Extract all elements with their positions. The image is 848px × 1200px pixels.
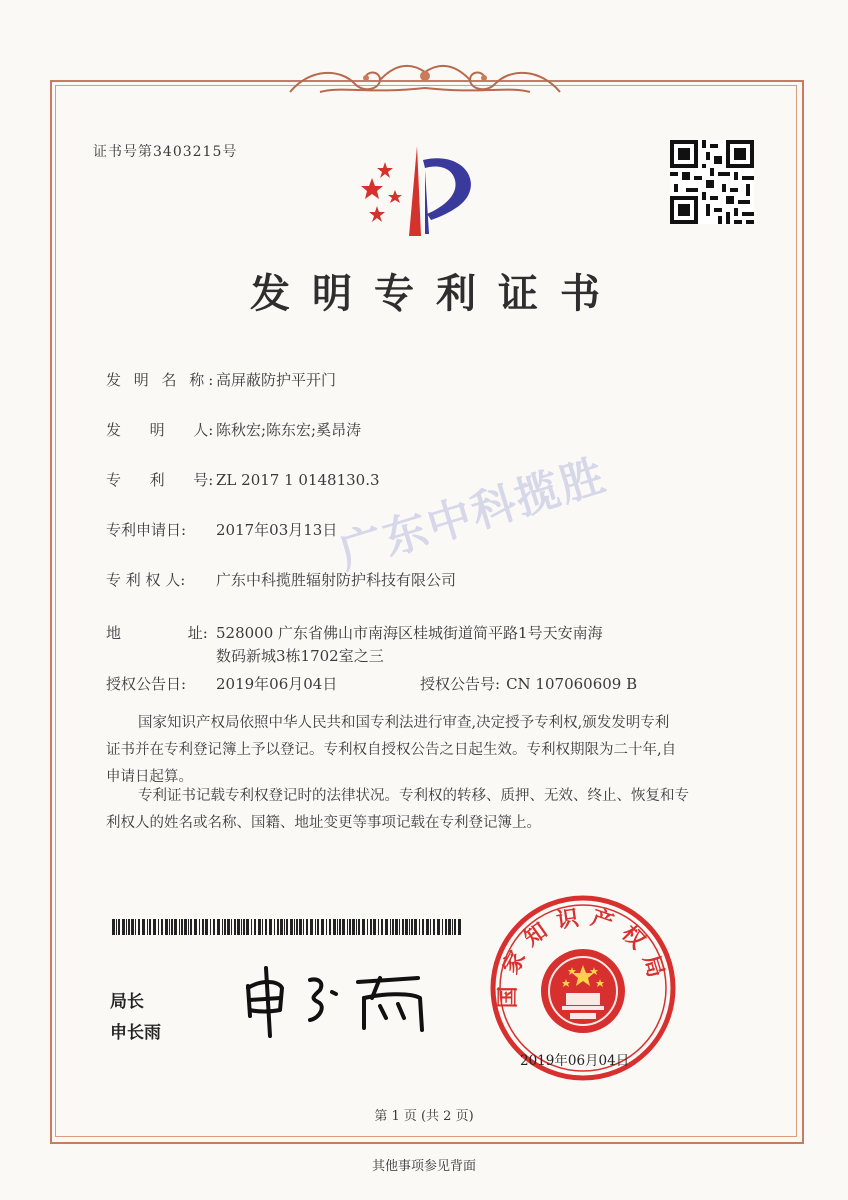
qr-code-icon — [670, 140, 754, 224]
field-value: CN 107060609 B — [506, 675, 638, 693]
field-inventor — [106, 419, 361, 440]
field-grant-date — [106, 673, 337, 694]
field-value: 陈秋宏;陈东宏;奚昂涛 — [216, 421, 362, 439]
page-number: 第 1 页 (共 2 页) — [374, 1109, 474, 1124]
seal-date: 2019年06月04日 — [520, 1053, 630, 1069]
signer-title: 局长 — [110, 992, 144, 1012]
paragraph-1-line-3: 申请日起算。 — [106, 769, 193, 785]
field-patentee — [106, 569, 456, 590]
field-value: 528000 广东省佛山市南海区桂城街道简平路1号天安南海 — [216, 624, 603, 642]
field-label: 发 明 名 称: — [106, 371, 218, 389]
handwritten-signature — [240, 958, 440, 1038]
field-address — [106, 622, 603, 643]
field-value: 2019年06月04日 — [216, 675, 338, 693]
paragraph-2-line-2: 利权人的姓名或名称、国籍、地址变更等事项记载在专利登记簿上。 — [106, 815, 541, 831]
certificate-title: 发明专利证书 — [250, 270, 622, 317]
field-patent-number — [106, 469, 380, 490]
field-label: 发 明 人: — [106, 421, 214, 439]
field-filing-date — [106, 519, 337, 540]
field-label: 地 址: — [106, 624, 208, 642]
field-invention-name — [106, 369, 336, 390]
barcode-icon — [112, 919, 462, 935]
field-value: 2017年03月13日 — [216, 521, 338, 539]
field-label: 授权公告日: — [106, 675, 187, 693]
paragraph-1-line-2: 证书并在专利登记簿上予以登记。专利权自授权公告之日起生效。专利权期限为二十年,自 — [106, 742, 677, 758]
field-value: 广东中科揽胜辐射防护科技有限公司 — [216, 571, 457, 589]
field-label: 授权公告号: — [420, 675, 501, 693]
top-ornament — [280, 58, 570, 102]
certificate-number: 证书号第3403215号 — [93, 144, 238, 160]
paragraph-1-line-1: 国家知识产权局依照中华人民共和国专利法进行审查,决定授予专利权,颁发发明专利 — [138, 715, 670, 731]
paragraph-2-line-1: 专利证书记载专利权登记时的法律状况。专利权的转移、质押、无效、终止、恢复和专 — [138, 788, 689, 804]
field-address-line2: 数码新城3栋1702室之三 — [216, 647, 384, 665]
footer-note: 其他事项参见背面 — [371, 1159, 476, 1174]
field-label: 专利申请日: — [106, 521, 187, 539]
field-grant-number — [420, 673, 637, 694]
watermark: 广东中科揽胜 — [333, 449, 613, 580]
cnipa-emblem-icon — [355, 140, 485, 238]
seal-text: 国家知识产权局 — [495, 904, 671, 1009]
field-value: 高屏蔽防护平开门 — [216, 371, 337, 389]
field-label: 专 利 权 人: — [106, 571, 186, 589]
field-value: ZL 2017 1 0148130.3 — [216, 471, 380, 489]
field-label: 专 利 号: — [106, 471, 214, 489]
signer-name: 申长雨 — [110, 1023, 161, 1043]
